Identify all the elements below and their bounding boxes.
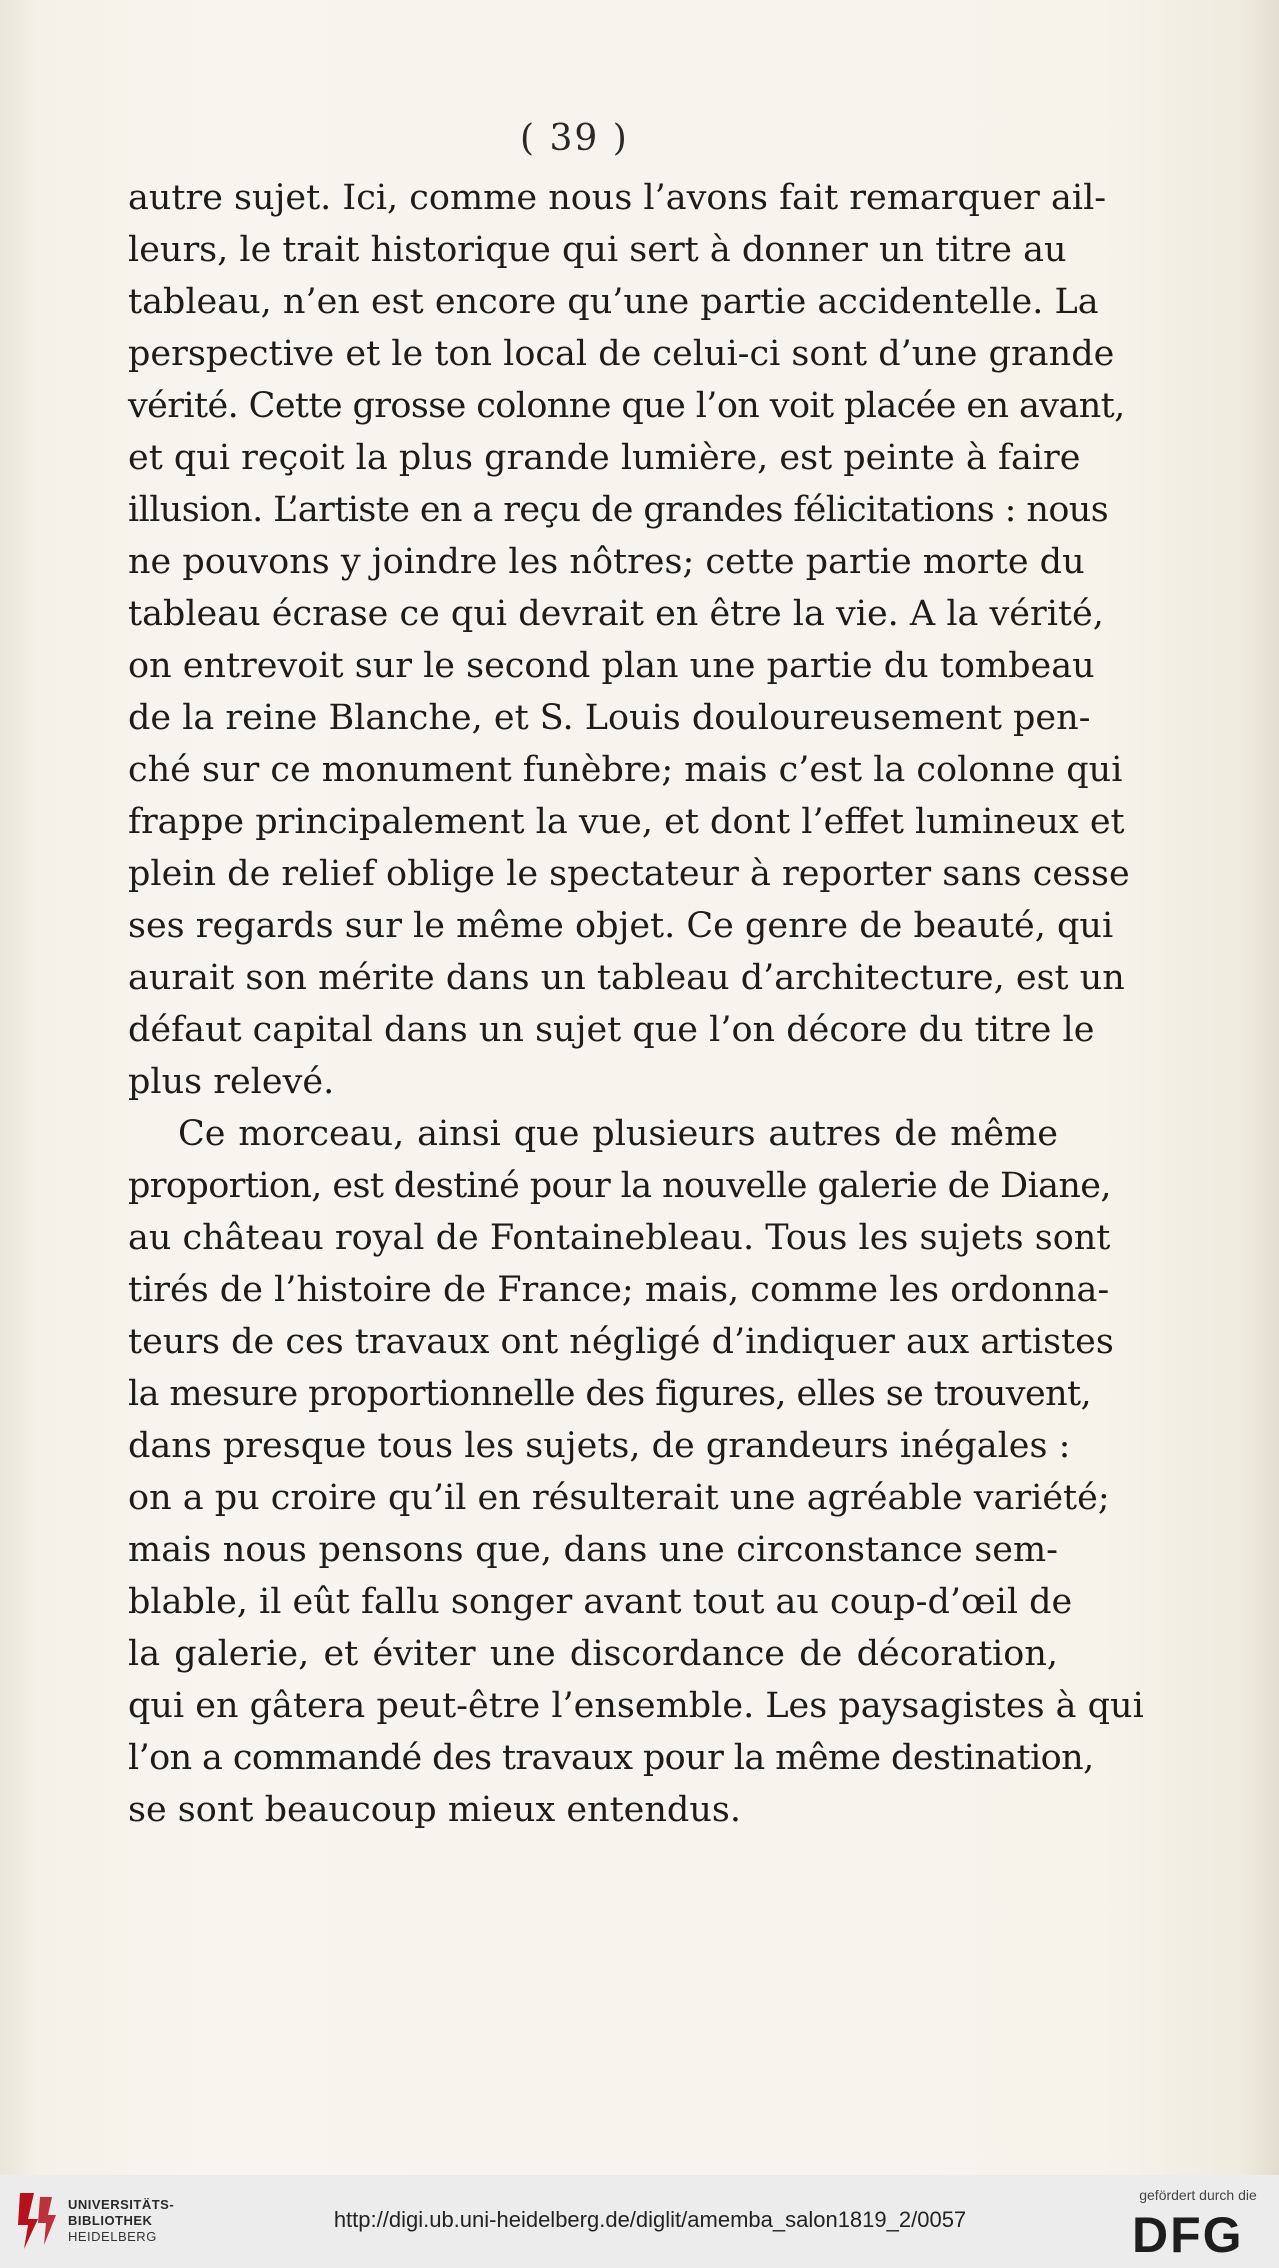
text-line: perspective et le ton local de celui-ci sont d’une grande (128, 334, 1115, 374)
funding-note: gefördert durch die (1139, 2187, 1257, 2203)
text-line: la mesure proportionnelle des figures, elles se trouvent, (128, 1374, 1092, 1414)
text-line: teurs de ces travaux ont négligé d’indiquer aux artistes (128, 1322, 1114, 1362)
viewer-footer (0, 2175, 1279, 2268)
institution-name (68, 2197, 174, 2245)
text-line: ché sur ce monument funèbre; mais c’est la colonne qui (128, 750, 1123, 790)
text-line: dans presque tous les sujets, de grandeurs inégales : (128, 1426, 1071, 1466)
text-line: proportion, est destiné pour la nouvelle galerie de Diane, (128, 1166, 1111, 1206)
text-line: ne pouvons y joindre les nôtres; cette partie morte du (128, 542, 1085, 582)
text-line: frappe principalement la vue, et dont l’effet lumineux et (128, 802, 1125, 842)
permalink-url[interactable]: http://digi.ub.uni-heidelberg.de/diglit/amemba_salon1819_2/0057 (333, 2207, 967, 2232)
page-body-text (128, 172, 1144, 1836)
text-line: on a pu croire qu’il en résulterait une agréable variété; (128, 1478, 1110, 1518)
institution-line: BIBLIOTHEK (68, 2213, 153, 2228)
text-line: qui en gâtera peut-être l’ensemble. Les paysagistes à qui (128, 1686, 1144, 1726)
text-line: tableau, n’en est encore qu’une partie accidentelle. La (128, 282, 1099, 322)
text-line: l’on a commandé des travaux pour la même destination, (128, 1738, 1094, 1778)
page-number: ( 39 ) (520, 118, 629, 159)
text-line: la galerie, et éviter une discordance de décoration, (128, 1634, 1058, 1674)
text-line: leurs, le trait historique qui sert à donner un titre au (128, 230, 1067, 270)
text-line: défaut capital dans un sujet que l’on décore du titre le (128, 1010, 1095, 1050)
heidelberg-library-logo-icon (14, 2189, 58, 2253)
text-line: plus relevé. (128, 1062, 335, 1102)
text-line: tableau écrase ce qui devrait en être la vie. A la vérité, (128, 594, 1104, 634)
text-line: au château royal de Fontainebleau. Tous les sujets sont (128, 1218, 1111, 1258)
text-line: on entrevoit sur le second plan une partie du tombeau (128, 646, 1095, 686)
text-line: mais nous pensons que, dans une circonstance sem- (128, 1530, 1058, 1570)
text-line: de la reine Blanche, et S. Louis douloureusement pen- (128, 698, 1091, 738)
text-line: aurait son mérite dans un tableau d’architecture, est un (128, 958, 1125, 998)
text-line: et qui reçoit la plus grande lumière, est peinte à faire (128, 438, 1081, 478)
text-line: Ce morceau, ainsi que plusieurs autres de même (178, 1114, 1058, 1154)
text-line: tirés de l’histoire de France; mais, comme les ordonna- (128, 1270, 1110, 1310)
text-line: se sont beaucoup mieux entendus. (128, 1790, 741, 1830)
text-line: illusion. L’artiste en a reçu de grandes félicitations : nous (128, 490, 1109, 530)
dfg-logo: DFG (1132, 2207, 1244, 2263)
text-line: blable, il eût fallu songer avant tout au coup-d’œil de (128, 1582, 1073, 1622)
institution-line: UNIVERSITÄTS- (68, 2197, 175, 2212)
text-line: ses regards sur le même objet. Ce genre de beauté, qui (128, 906, 1114, 946)
text-line: plein de relief oblige le spectateur à reporter sans cesse (128, 854, 1130, 894)
institution-line: HEIDELBERG (68, 2229, 157, 2244)
text-line: vérité. Cette grosse colonne que l’on voit placée en avant, (128, 386, 1125, 426)
text-line: autre sujet. Ici, comme nous l’avons fait remarquer ail- (128, 178, 1107, 218)
